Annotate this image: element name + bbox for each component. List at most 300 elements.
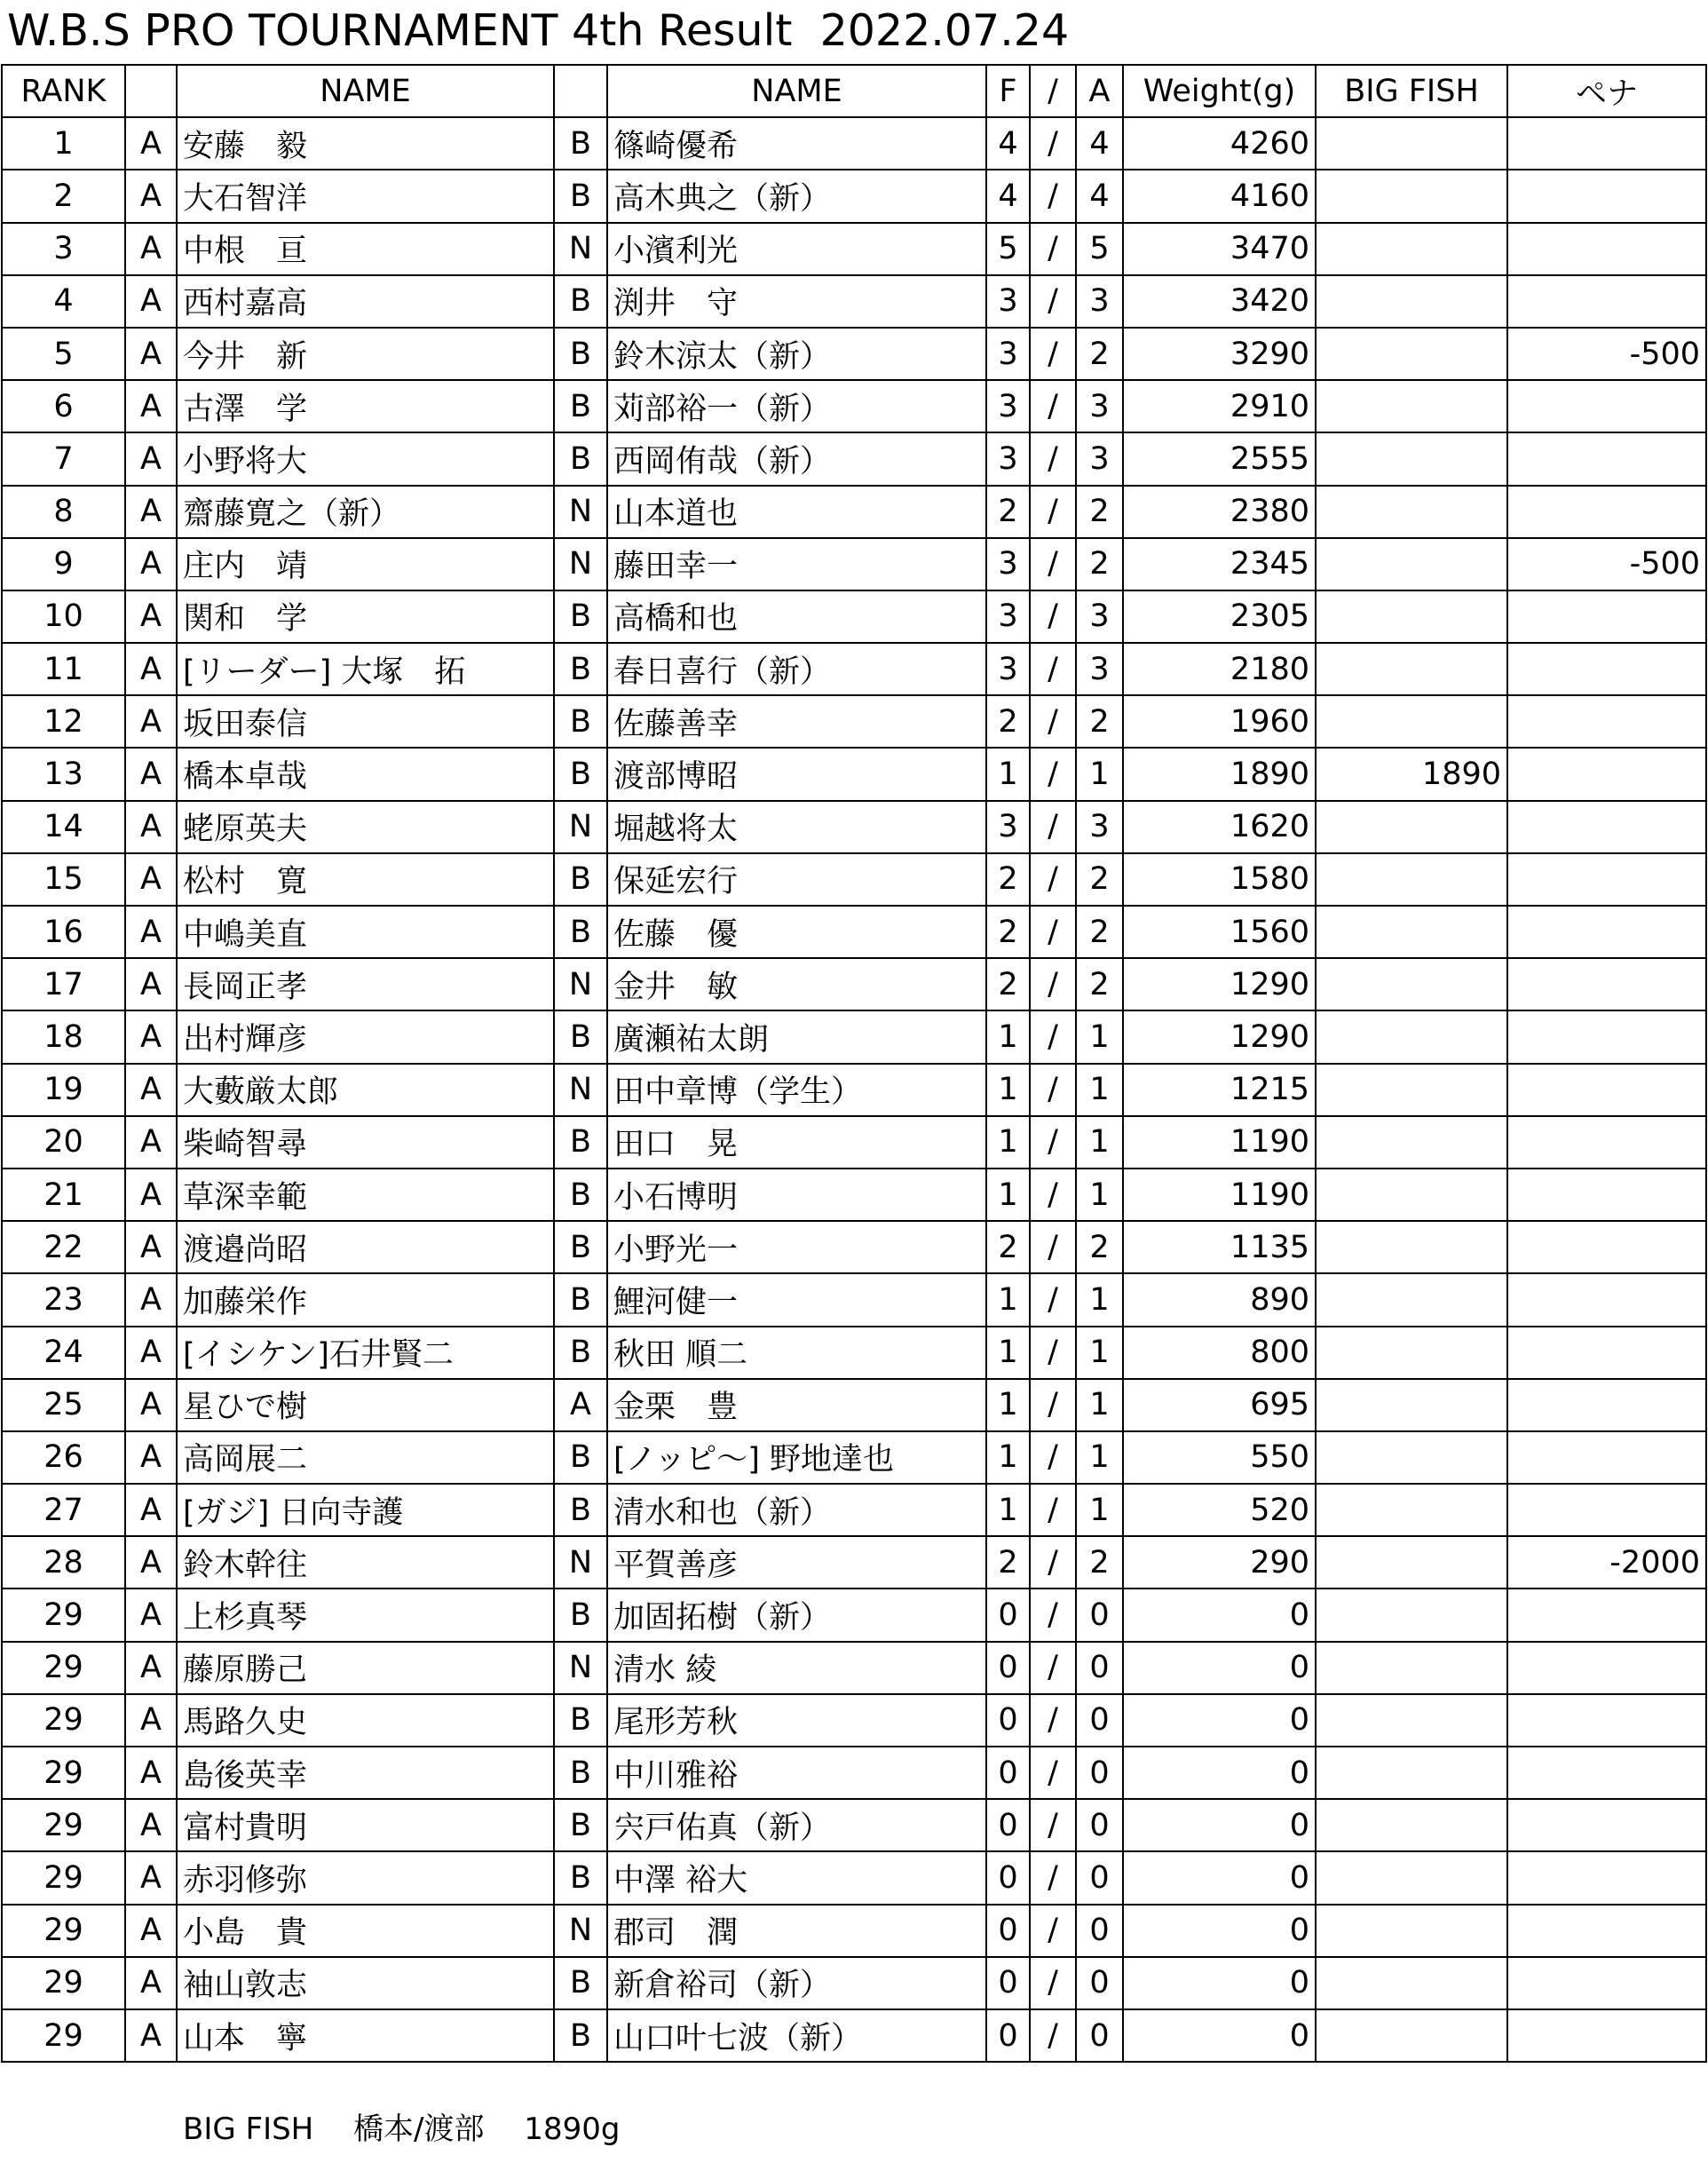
weight-cell: 0 (1123, 2009, 1316, 2062)
class-1-cell: A (125, 1431, 177, 1484)
name-2-cell: 宍戸佑真（新） (607, 1799, 986, 1851)
table-row (2, 1221, 1706, 1273)
a-cell: 3 (1076, 432, 1123, 485)
class-2-cell: B (554, 328, 607, 380)
class-1-cell: A (125, 223, 177, 275)
big-fish-cell (1316, 1694, 1507, 1747)
name-2-cell: 秋田 順二 (607, 1327, 986, 1379)
f-cell: 4 (986, 117, 1030, 170)
slash-cell: / (1030, 432, 1076, 485)
a-cell: 3 (1076, 275, 1123, 328)
name-2-cell: 藤田幸一 (607, 538, 986, 590)
rank-cell: 23 (2, 1273, 125, 1326)
slash-cell: / (1030, 906, 1076, 958)
table-row (2, 853, 1706, 906)
big-fish-cell (1316, 486, 1507, 538)
penalty-cell: -2000 (1507, 1536, 1706, 1589)
table-row (2, 643, 1706, 695)
a-cell: 0 (1076, 1905, 1123, 1957)
penalty-cell (1507, 1589, 1706, 1641)
weight-cell: 1190 (1123, 1116, 1316, 1169)
a-cell: 2 (1076, 853, 1123, 906)
rank-cell: 4 (2, 275, 125, 328)
weight-cell: 890 (1123, 1273, 1316, 1326)
penalty-cell (1507, 1116, 1706, 1169)
table-row (2, 1116, 1706, 1169)
big-fish-cell (1316, 1010, 1507, 1063)
name-1-cell: 袖山敦志 (177, 1957, 554, 2009)
slash-cell: / (1030, 748, 1076, 800)
weight-cell: 2345 (1123, 538, 1316, 590)
table-row (2, 1536, 1706, 1589)
penalty-cell (1507, 1273, 1706, 1326)
rank-cell: 29 (2, 1905, 125, 1957)
slash-cell: / (1030, 801, 1076, 853)
slash-cell: / (1030, 1484, 1076, 1536)
slash-cell: / (1030, 1064, 1076, 1116)
a-cell: 1 (1076, 1484, 1123, 1536)
f-cell: 2 (986, 1536, 1030, 1589)
table-row (2, 1431, 1706, 1484)
slash-cell: / (1030, 1536, 1076, 1589)
name-1-cell: 庄内 靖 (177, 538, 554, 590)
a-cell: 0 (1076, 1589, 1123, 1641)
a-cell: 2 (1076, 538, 1123, 590)
slash-cell: / (1030, 1273, 1076, 1326)
weight-cell: 1620 (1123, 801, 1316, 853)
table-row (2, 1957, 1706, 2009)
name-2-cell: 郡司 潤 (607, 1905, 986, 1957)
weight-cell: 550 (1123, 1431, 1316, 1484)
table-row (2, 223, 1706, 275)
penalty-cell (1507, 590, 1706, 643)
table-row (2, 1064, 1706, 1116)
name-2-cell: 高木典之（新） (607, 170, 986, 222)
big-fish-cell (1316, 1064, 1507, 1116)
weight-cell: 0 (1123, 1589, 1316, 1641)
big-fish-cell (1316, 1747, 1507, 1799)
slash-cell: / (1030, 1169, 1076, 1221)
big-fish-cell (1316, 1169, 1507, 1221)
class-1-cell: A (125, 695, 177, 748)
class-1-cell: A (125, 2009, 177, 2062)
class-2-cell: B (554, 380, 607, 432)
slash-cell: / (1030, 1431, 1076, 1484)
class-1-cell: A (125, 1064, 177, 1116)
class-2-cell: B (554, 748, 607, 800)
name-1-cell: 山本 寧 (177, 2009, 554, 2062)
table-row (2, 1905, 1706, 1957)
slash-cell: / (1030, 590, 1076, 643)
a-cell: 1 (1076, 1273, 1123, 1326)
a-cell: 1 (1076, 1116, 1123, 1169)
class-1-cell: A (125, 906, 177, 958)
big-fish-cell (1316, 1799, 1507, 1851)
slash-cell: / (1030, 275, 1076, 328)
name-1-cell: 高岡展二 (177, 1431, 554, 1484)
rank-cell: 11 (2, 643, 125, 695)
slash-cell: / (1030, 538, 1076, 590)
a-cell: 0 (1076, 1694, 1123, 1747)
rank-cell: 21 (2, 1169, 125, 1221)
class-1-cell: A (125, 1327, 177, 1379)
penalty-cell (1507, 1379, 1706, 1431)
a-cell: 0 (1076, 1642, 1123, 1694)
big-fish-cell (1316, 117, 1507, 170)
penalty-cell (1507, 432, 1706, 485)
name-1-cell: 赤羽修弥 (177, 1851, 554, 1904)
big-fish-cell (1316, 223, 1507, 275)
rank-cell: 27 (2, 1484, 125, 1536)
name-2-cell: 中澤 裕大 (607, 1851, 986, 1904)
class-2-cell: B (554, 170, 607, 222)
table-row (2, 1799, 1706, 1851)
weight-cell: 0 (1123, 1905, 1316, 1957)
slash-cell: / (1030, 1642, 1076, 1694)
name-2-cell: 渡部博昭 (607, 748, 986, 800)
table-row (2, 695, 1706, 748)
rank-cell: 15 (2, 853, 125, 906)
big-fish-cell (1316, 643, 1507, 695)
weight-cell: 695 (1123, 1379, 1316, 1431)
class-1-cell: A (125, 1589, 177, 1641)
name-1-cell: 古澤 学 (177, 380, 554, 432)
a-cell: 5 (1076, 223, 1123, 275)
class-2-cell: B (554, 1799, 607, 1851)
slash-cell: / (1030, 1694, 1076, 1747)
name-1-cell: 橋本卓哉 (177, 748, 554, 800)
name-2-cell: 廣瀬祐太朗 (607, 1010, 986, 1063)
name-1-cell: 草深幸範 (177, 1169, 554, 1221)
class-2-cell: B (554, 1851, 607, 1904)
big-fish-cell (1316, 1589, 1507, 1641)
rank-cell: 9 (2, 538, 125, 590)
class-1-cell: A (125, 538, 177, 590)
slash-cell: / (1030, 170, 1076, 222)
class-2-cell: B (554, 590, 607, 643)
weight-cell: 1560 (1123, 906, 1316, 958)
big-fish-cell (1316, 1221, 1507, 1273)
penalty-cell (1507, 1431, 1706, 1484)
big-fish-cell (1316, 695, 1507, 748)
name-2-cell: 小濱利光 (607, 223, 986, 275)
weight-cell: 0 (1123, 1642, 1316, 1694)
header-f: F (986, 65, 1030, 117)
rank-cell: 22 (2, 1221, 125, 1273)
penalty-cell (1507, 223, 1706, 275)
a-cell: 0 (1076, 1799, 1123, 1851)
a-cell: 0 (1076, 1851, 1123, 1904)
table-row (2, 1273, 1706, 1326)
rank-cell: 17 (2, 958, 125, 1010)
rank-cell: 18 (2, 1010, 125, 1063)
weight-cell: 3290 (1123, 328, 1316, 380)
class-1-cell: A (125, 643, 177, 695)
rank-cell: 29 (2, 1747, 125, 1799)
f-cell: 2 (986, 853, 1030, 906)
class-2-cell: N (554, 538, 607, 590)
table-row (2, 1642, 1706, 1694)
class-1-cell: A (125, 1851, 177, 1904)
f-cell: 0 (986, 1642, 1030, 1694)
penalty-cell: -500 (1507, 538, 1706, 590)
rank-cell: 25 (2, 1379, 125, 1431)
class-1-cell: A (125, 853, 177, 906)
table-row (2, 958, 1706, 1010)
class-2-cell: B (554, 1589, 607, 1641)
name-2-cell: 鈴木涼太（新） (607, 328, 986, 380)
class-2-cell: B (554, 1327, 607, 1379)
weight-cell: 1960 (1123, 695, 1316, 748)
weight-cell: 0 (1123, 1694, 1316, 1747)
a-cell: 3 (1076, 590, 1123, 643)
weight-cell: 1290 (1123, 1010, 1316, 1063)
a-cell: 1 (1076, 1169, 1123, 1221)
name-1-cell: 齋藤寛之（新） (177, 486, 554, 538)
slash-cell: / (1030, 1799, 1076, 1851)
name-1-cell: 柴崎智尋 (177, 1116, 554, 1169)
class-2-cell: B (554, 1116, 607, 1169)
name-1-cell: 坂田泰信 (177, 695, 554, 748)
header-penalty: ペナ (1507, 65, 1706, 117)
class-2-cell: B (554, 1694, 607, 1747)
slash-cell: / (1030, 223, 1076, 275)
f-cell: 3 (986, 328, 1030, 380)
table-row (2, 486, 1706, 538)
class-2-cell: B (554, 1273, 607, 1326)
header-class-1 (125, 65, 177, 117)
class-1-cell: A (125, 1221, 177, 1273)
a-cell: 1 (1076, 1327, 1123, 1379)
name-2-cell: 尾形芳秋 (607, 1694, 986, 1747)
weight-cell: 1890 (1123, 748, 1316, 800)
name-1-cell: 星ひで樹 (177, 1379, 554, 1431)
f-cell: 1 (986, 1484, 1030, 1536)
class-1-cell: A (125, 328, 177, 380)
f-cell: 1 (986, 1327, 1030, 1379)
f-cell: 3 (986, 590, 1030, 643)
f-cell: 2 (986, 486, 1030, 538)
f-cell: 0 (986, 1799, 1030, 1851)
slash-cell: / (1030, 1957, 1076, 2009)
class-1-cell: A (125, 958, 177, 1010)
penalty-cell (1507, 1484, 1706, 1536)
f-cell: 5 (986, 223, 1030, 275)
penalty-cell (1507, 853, 1706, 906)
f-cell: 0 (986, 1747, 1030, 1799)
slash-cell: / (1030, 1589, 1076, 1641)
rank-cell: 6 (2, 380, 125, 432)
f-cell: 1 (986, 1010, 1030, 1063)
penalty-cell (1507, 1642, 1706, 1694)
slash-cell: / (1030, 1116, 1076, 1169)
f-cell: 0 (986, 1957, 1030, 2009)
header-weight: Weight(g) (1123, 65, 1316, 117)
class-1-cell: A (125, 1169, 177, 1221)
slash-cell: / (1030, 1747, 1076, 1799)
name-2-cell: 保延宏行 (607, 853, 986, 906)
f-cell: 2 (986, 906, 1030, 958)
a-cell: 2 (1076, 486, 1123, 538)
penalty-cell (1507, 1747, 1706, 1799)
class-1-cell: A (125, 1642, 177, 1694)
rank-cell: 29 (2, 1589, 125, 1641)
f-cell: 3 (986, 380, 1030, 432)
rank-cell: 29 (2, 1799, 125, 1851)
results-table (1, 64, 1707, 2063)
rank-cell: 3 (2, 223, 125, 275)
a-cell: 0 (1076, 1957, 1123, 2009)
table-row (2, 801, 1706, 853)
name-2-cell: 田口 晃 (607, 1116, 986, 1169)
rank-cell: 28 (2, 1536, 125, 1589)
class-2-cell: B (554, 853, 607, 906)
table-row (2, 432, 1706, 485)
big-fish-cell (1316, 538, 1507, 590)
f-cell: 1 (986, 1169, 1030, 1221)
header-name-1: NAME (177, 65, 554, 117)
rank-cell: 24 (2, 1327, 125, 1379)
class-1-cell: A (125, 1273, 177, 1326)
class-2-cell: B (554, 1221, 607, 1273)
big-fish-cell (1316, 380, 1507, 432)
class-2-cell: N (554, 1642, 607, 1694)
rank-cell: 1 (2, 117, 125, 170)
weight-cell: 3470 (1123, 223, 1316, 275)
big-fish-cell (1316, 1273, 1507, 1326)
name-1-cell: [ガジ] 日向寺護 (177, 1484, 554, 1536)
weight-cell: 0 (1123, 1957, 1316, 2009)
penalty-cell (1507, 380, 1706, 432)
penalty-cell (1507, 643, 1706, 695)
name-2-cell: 堀越将太 (607, 801, 986, 853)
name-1-cell: 中根 亘 (177, 223, 554, 275)
class-1-cell: A (125, 432, 177, 485)
table-row (2, 590, 1706, 643)
class-1-cell: A (125, 1799, 177, 1851)
rank-cell: 16 (2, 906, 125, 958)
table-row (2, 1327, 1706, 1379)
big-fish-cell (1316, 328, 1507, 380)
weight-cell: 1190 (1123, 1169, 1316, 1221)
penalty-cell (1507, 1064, 1706, 1116)
a-cell: 2 (1076, 958, 1123, 1010)
table-row (2, 1484, 1706, 1536)
name-2-cell: 清水和也（新） (607, 1484, 986, 1536)
name-2-cell: 西岡侑哉（新） (607, 432, 986, 485)
name-1-cell: 中嶋美直 (177, 906, 554, 958)
class-2-cell: B (554, 1484, 607, 1536)
header-rank: RANK (2, 65, 125, 117)
rank-cell: 10 (2, 590, 125, 643)
table-row (2, 2009, 1706, 2062)
weight-cell: 1135 (1123, 1221, 1316, 1273)
big-fish-cell (1316, 1851, 1507, 1904)
class-2-cell: N (554, 1536, 607, 1589)
table-row (2, 275, 1706, 328)
penalty-cell (1507, 1694, 1706, 1747)
class-1-cell: A (125, 801, 177, 853)
header-class-2 (554, 65, 607, 117)
class-2-cell: B (554, 643, 607, 695)
class-1-cell: A (125, 1010, 177, 1063)
name-1-cell: 出村輝彦 (177, 1010, 554, 1063)
weight-cell: 520 (1123, 1484, 1316, 1536)
class-2-cell: B (554, 695, 607, 748)
rank-cell: 26 (2, 1431, 125, 1484)
name-1-cell: 西村嘉高 (177, 275, 554, 328)
slash-cell: / (1030, 1379, 1076, 1431)
rank-cell: 8 (2, 486, 125, 538)
name-1-cell: 今井 新 (177, 328, 554, 380)
big-fish-cell (1316, 170, 1507, 222)
class-2-cell: N (554, 1905, 607, 1957)
name-2-cell: 高橋和也 (607, 590, 986, 643)
name-2-cell: 苅部裕一（新） (607, 380, 986, 432)
a-cell: 1 (1076, 1064, 1123, 1116)
class-1-cell: A (125, 1116, 177, 1169)
table-row (2, 1851, 1706, 1904)
rank-cell: 19 (2, 1064, 125, 1116)
a-cell: 3 (1076, 801, 1123, 853)
header-name-2: NAME (607, 65, 986, 117)
penalty-cell (1507, 1905, 1706, 1957)
penalty-cell (1507, 695, 1706, 748)
class-1-cell: A (125, 1536, 177, 1589)
slash-cell: / (1030, 643, 1076, 695)
table-row (2, 1589, 1706, 1641)
big-fish-cell (1316, 1957, 1507, 2009)
name-2-cell: 田中章博（学生） (607, 1064, 986, 1116)
f-cell: 0 (986, 1851, 1030, 1904)
big-fish-cell (1316, 1536, 1507, 1589)
table-row (2, 117, 1706, 170)
penalty-cell (1507, 170, 1706, 222)
f-cell: 4 (986, 170, 1030, 222)
name-2-cell: 山本道也 (607, 486, 986, 538)
big-fish-cell (1316, 1431, 1507, 1484)
class-1-cell: A (125, 1905, 177, 1957)
weight-cell: 2555 (1123, 432, 1316, 485)
class-2-cell: B (554, 432, 607, 485)
class-2-cell: B (554, 1747, 607, 1799)
a-cell: 2 (1076, 1221, 1123, 1273)
name-1-cell: 鈴木幹往 (177, 1536, 554, 1589)
name-2-cell: 春日喜行（新） (607, 643, 986, 695)
name-2-cell: 渕井 守 (607, 275, 986, 328)
big-fish-cell (1316, 801, 1507, 853)
penalty-cell: -500 (1507, 328, 1706, 380)
big-fish-cell (1316, 853, 1507, 906)
big-fish-cell (1316, 1379, 1507, 1431)
name-1-cell: 小島 貴 (177, 1905, 554, 1957)
slash-cell: / (1030, 695, 1076, 748)
slash-cell: / (1030, 1221, 1076, 1273)
weight-cell: 1215 (1123, 1064, 1316, 1116)
rank-cell: 13 (2, 748, 125, 800)
name-2-cell: 小野光一 (607, 1221, 986, 1273)
rank-cell: 29 (2, 2009, 125, 2062)
table-row (2, 748, 1706, 800)
f-cell: 1 (986, 1273, 1030, 1326)
name-1-cell: [リーダー] 大塚 拓 (177, 643, 554, 695)
name-1-cell: 加藤栄作 (177, 1273, 554, 1326)
page-title: W.B.S PRO TOURNAMENT 4th Result 2022.07.24 (7, 5, 1070, 56)
table-row (2, 906, 1706, 958)
weight-cell: 2305 (1123, 590, 1316, 643)
class-1-cell: A (125, 1484, 177, 1536)
name-1-cell: 藤原勝己 (177, 1642, 554, 1694)
